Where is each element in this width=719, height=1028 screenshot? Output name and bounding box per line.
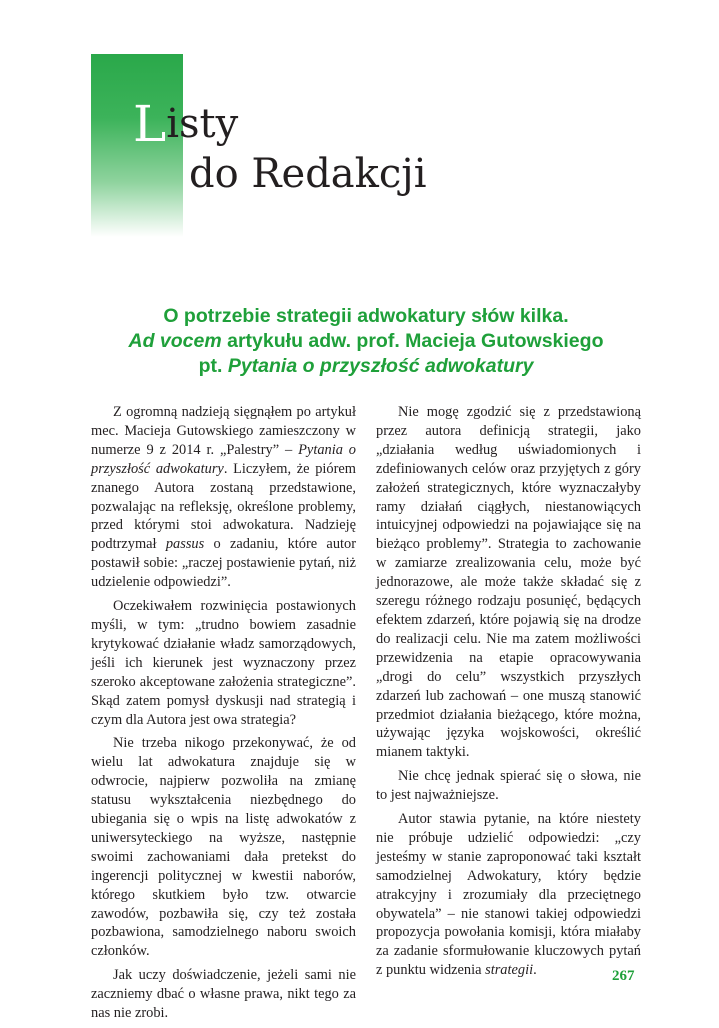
text-run-italic: strategii bbox=[485, 962, 534, 979]
text-run: . Liczyłem, że piórem znanego Autora zostaną przedstawione, pozwalając na refleksję, określone problemy, przed którymi stoi adwokatura. Nadzieję podtrzymał bbox=[91, 460, 356, 553]
title-line2-rest: artykułu adw. prof. Macieja Gutowskiego bbox=[221, 330, 604, 352]
paragraph bbox=[91, 403, 356, 592]
text-run: . bbox=[533, 962, 537, 979]
paragraph bbox=[376, 810, 641, 980]
heading-line1: isty bbox=[166, 101, 239, 147]
text-run: Autor stawia pytanie, na które niestety nie próbuje udzielić odpowiedzi: „czy jesteśmy w stanie zaproponować taki kształt samodzielnej Adwokatury, który będzie atrakcyjny i zrozumiały dla przeciętnego obywatela” – nie stanowi takiej odpowiedzi propozycja powołania komisji, która miałaby za zadanie sformułowanie kluczowych pytań z punktu widzenia bbox=[376, 811, 641, 979]
title-ad-vocem: Ad vocem bbox=[128, 330, 222, 352]
text-run: o zadaniu, które autor postawił sobie: „raczej postawienie pytań, niż udzielenie odpowiedzi”. bbox=[91, 536, 356, 591]
section-heading bbox=[133, 95, 426, 199]
paragraph: Jak uczy doświadczenie, jeżeli sami nie zaczniemy dbać o własne prawa, nikt tego za nas nie zrobi. bbox=[91, 967, 356, 1022]
title-line3-prefix: pt. bbox=[198, 355, 228, 377]
heading-initial: L bbox=[133, 95, 167, 153]
paragraph: Nie trzeba nikogo przekonywać, że od wielu lat adwokatura znajduje się w odwrocie, najpierw pozwoliła na zmianę statusu wykształcenia niezbędnego do ubiegania się o wpis na listę adwokatów z uniwersyteckiego na wyższe, następnie swoimi zachowaniami dała pretekst do ingerencji politycznej w kwestii naborów, którego skutkiem było tzw. otwarcie zawodów, pozbawiła się, czy też została pozbawiona, samodzielnego naboru swoich członków. bbox=[91, 735, 356, 960]
title-article-name: Pytania o przyszłość adwokatury bbox=[227, 355, 534, 377]
paragraph: Oczekiwałem rozwinięcia postawionych myśli, w tym: „trudno bowiem zasadnie krytykować działanie władz samorządowych, jeśli ich kierunek jest wyznaczony przez szeroko akceptowane założenia strategiczne”. Skąd zatem pomysł dyskusji nad strategią i czym dla Autora jest owa strategia? bbox=[91, 598, 356, 728]
title-line3 bbox=[96, 354, 636, 379]
left-column bbox=[91, 403, 356, 1028]
paragraph: Nie chcę jednak spierać się o słowa, nie to jest najważniejsze. bbox=[376, 768, 641, 804]
article-title bbox=[96, 304, 636, 379]
text-run-italic: Pytania o przyszłość adwokatury bbox=[91, 441, 356, 477]
title-line2 bbox=[96, 329, 636, 354]
title-line1: O potrzebie strategii adwokatury słów kilka. bbox=[163, 305, 569, 327]
text-run: Z ogromną nadzieją sięgnąłem po artykuł mec. Macieja Gutowskiego zamieszczony w numerze 9 z 2014 r. „Palestry” – bbox=[91, 404, 356, 458]
text-run-italic: passus bbox=[165, 536, 205, 553]
heading-line2: do Redakcji bbox=[189, 151, 427, 197]
right-column bbox=[376, 403, 641, 985]
page-number: 267 bbox=[612, 968, 635, 984]
paragraph: Nie mogę zgodzić się z przedstawioną przez autora definicją strategii, jako „działania według uświadomionych i zdefiniowanych celów oraz przyjętych z góry założeń strategicznych, które wyznaczałyby ramy działań ciągłych, niestanowiących intuicyjnej odpowiedzi na pojawiające się na bieżąco problemy”. Strategia to zachowanie w zamiarze zrealizowania celu, może być jednorazowe, ale może także składać się z szeregu różnego rodzaju posunięć, będących efektem zdarzeń, które pojawią się na drodze do realizacji celu. Nie ma zatem możliwości przewidzenia na etapie opracowywania „drogi do celu” wszystkich przyszłych zdarzeń lub zachowań – one muszą stanowić przedmiot działania bieżącego, które można, używając języka wojskowości, określić mianem taktyki. bbox=[376, 404, 641, 761]
